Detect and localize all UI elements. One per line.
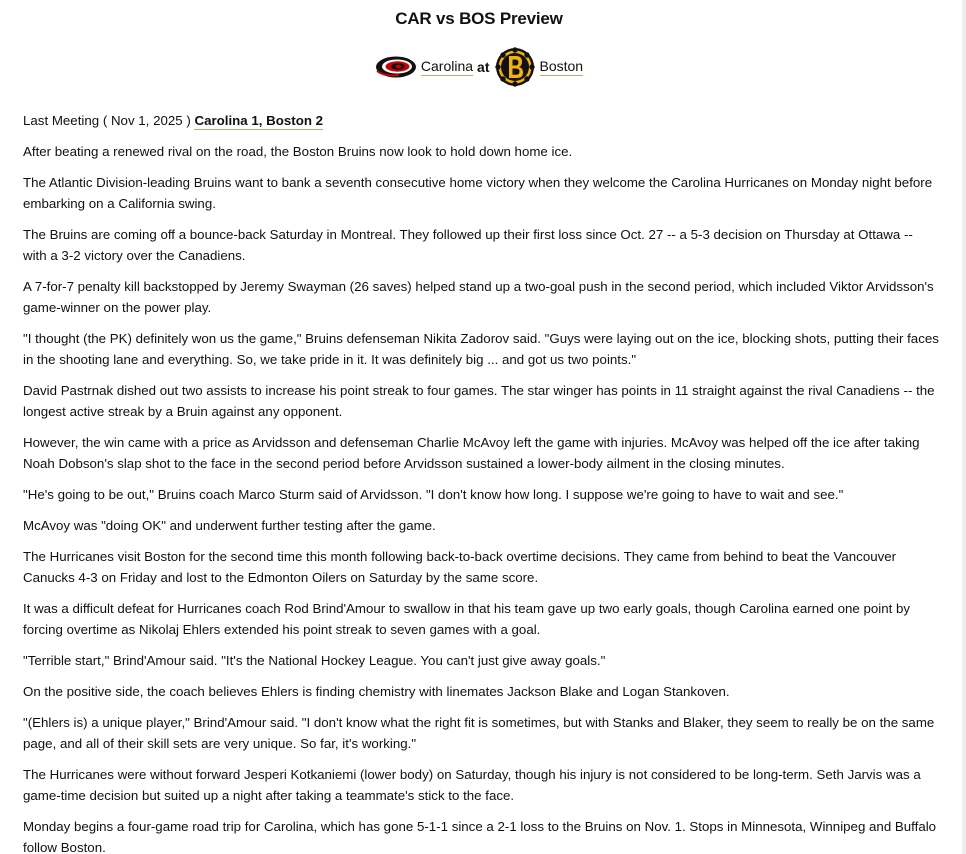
article-paragraph: The Bruins are coming off a bounce-back Saturday in Montreal. They followed up their first loss since Oct. 27 -- a 5-3 decision on Thursday at Ottawa -- with a 3-2 victory over the Canadiens. — [23, 227, 913, 263]
matchup-header — [0, 47, 958, 87]
article-paragraph: After beating a renewed rival on the road, the Boston Bruins now look to hold down home ice. — [23, 144, 573, 159]
article-paragraph: McAvoy was "doing OK" and underwent further testing after the game. — [23, 518, 436, 533]
article-paragraph: A 7-for-7 penalty kill backstopped by Jeremy Swayman (26 saves) helped stand up a two-goal push in the second period, which included Viktor Arvidsson's game-winner on the power play. — [23, 279, 934, 315]
last-meeting-label: Last Meeting ( Nov 1, 2025 ) — [23, 113, 191, 128]
article-paragraph: "He's going to be out," Bruins coach Marco Sturm said of Arvidsson. "I don't know how long. I suppose we're going to have to wait and see." — [23, 487, 844, 502]
article-paragraph: "I thought (the PK) definitely won us the game," Bruins defenseman Nikita Zadorov said. "Guys were laying out on the ice, blocking shots, putting their faces in the shooting lane and everything. So, we take pride in it. It was definitely big ... and got us two points." — [23, 331, 939, 367]
home-team-link[interactable]: Boston — [539, 58, 584, 74]
article-paragraph: The Hurricanes visit Boston for the second time this month following back-to-back overtime decisions. They came from behind to beat the Vancouver Canucks 4-3 on Friday and lost to the Edmonton Oilers on Saturday by the same score. — [23, 549, 897, 585]
article-paragraph: However, the win came with a price as Arvidsson and defenseman Charlie McAvoy left the game with injuries. McAvoy was helped off the ice after taking Noah Dobson's slap shot to the face in the second period before Arvidsson sustained a lower-body ailment in the closing minutes. — [23, 435, 920, 471]
at-separator: at — [477, 59, 490, 75]
bruins-logo-icon — [495, 47, 535, 87]
article-paragraph: "(Ehlers is) a unique player," Brind'Amour said. "I don't know what the right fit is sometimes, but with Stanks and Blaker, they seem to really be on the same page, and all of their skill sets are very unique. So far, it's working." — [23, 715, 935, 751]
hurricanes-logo-icon — [375, 55, 417, 79]
article-paragraph: David Pastrnak dished out two assists to increase his point streak to four games. The star winger has points in 11 straight against the rival Canadiens -- the longest active streak by a Bruin against any opponent. — [23, 383, 935, 419]
article-paragraph: The Atlantic Division-leading Bruins want to bank a seventh consecutive home victory when they welcome the Carolina Hurricanes on Monday night before embarking on a California swing. — [23, 175, 933, 211]
article-paragraph: "Terrible start," Brind'Amour said. "It's the National Hockey League. You can't just give away goals." — [23, 653, 606, 668]
article-body — [23, 110, 939, 854]
article-paragraph: On the positive side, the coach believes Ehlers is finding chemistry with linemates Jackson Blake and Logan Stankoven. — [23, 684, 730, 699]
away-team-link[interactable]: Carolina — [420, 58, 474, 74]
last-meeting-line — [23, 110, 939, 131]
page-title: CAR vs BOS Preview — [395, 9, 563, 28]
article-paragraph: It was a difficult defeat for Hurricanes coach Rod Brind'Amour to swallow in that his team gave up two early goals, though Carolina earned one point by forcing overtime as Nikolaj Ehlers extended his point streak to seven games with a goal. — [23, 601, 911, 637]
article-paragraph: Monday begins a four-game road trip for Carolina, which has gone 5-1-1 since a 2-1 loss to the Bruins on Nov. 1. Stops in Minnesota, Winnipeg and Buffalo follow Boston. — [23, 819, 937, 854]
scrollbar-track[interactable] — [962, 0, 966, 854]
article-paragraph: The Hurricanes were without forward Jesperi Kotkaniemi (lower body) on Saturday, though his injury is not considered to be long-term. Seth Jarvis was a game-time decision but suited up a night after taking a teammate's stick to the face. — [23, 767, 921, 803]
last-meeting-score-link[interactable]: Carolina 1, Boston 2 — [194, 113, 324, 128]
